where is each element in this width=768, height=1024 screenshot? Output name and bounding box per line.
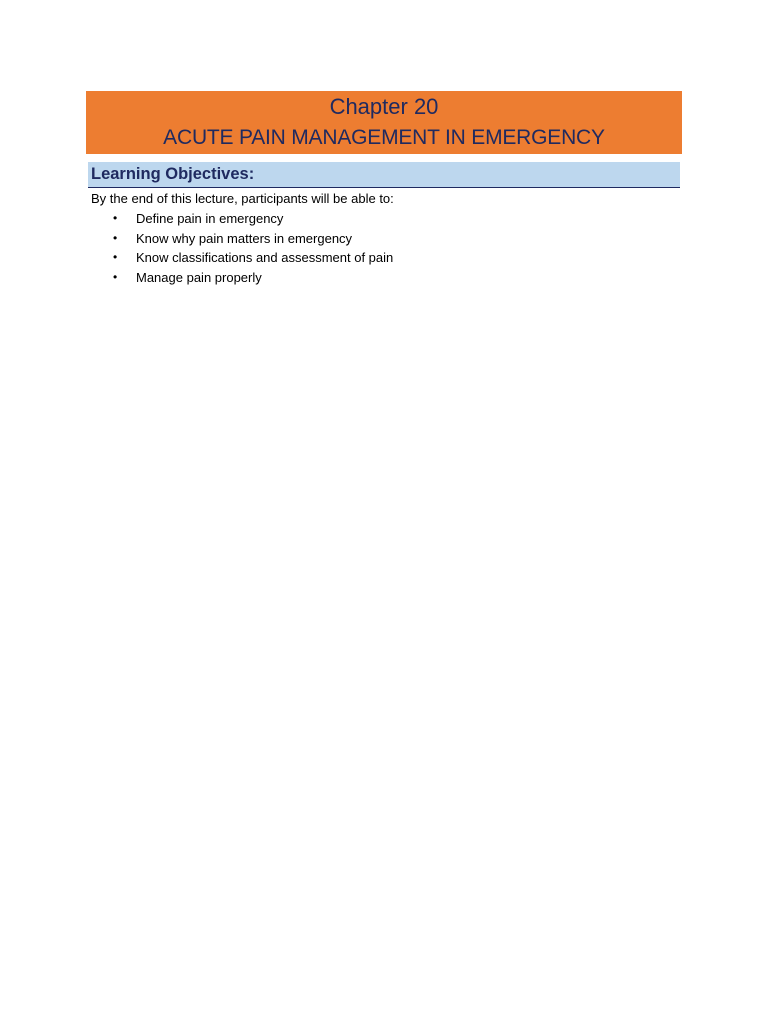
bullet-icon: • — [113, 230, 118, 245]
chapter-number: Chapter 20 — [329, 94, 439, 119]
objective-item-text: Define pain in emergency — [136, 211, 284, 226]
objective-item-text: Manage pain properly — [136, 270, 262, 286]
objective-item-text: Know why pain matters in emergency — [136, 230, 353, 246]
bullet-icon: • — [113, 270, 118, 285]
learning-objectives-header — [88, 162, 680, 188]
learning-objectives-heading: Learning Objectives: — [91, 165, 255, 183]
objectives-intro-text: By the end of this lecture, participants will be able to: — [91, 191, 394, 206]
chapter-banner — [86, 91, 682, 154]
bullet-icon: • — [113, 211, 118, 225]
bullet-icon: • — [113, 250, 118, 265]
objective-item-text: Know classifications and assessment of pain — [136, 250, 394, 266]
chapter-title: ACUTE PAIN MANAGEMENT IN EMERGENCY — [163, 126, 605, 149]
